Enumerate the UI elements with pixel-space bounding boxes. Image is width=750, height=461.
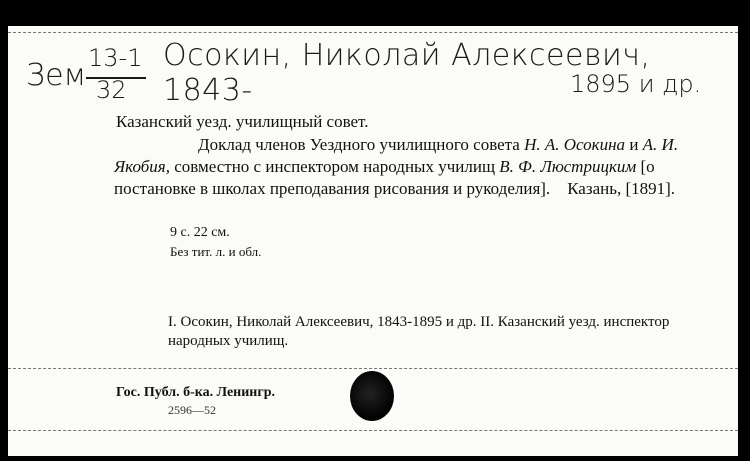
- body-and: и: [629, 135, 639, 154]
- author-3: В. Ф. Люстрицким: [499, 157, 637, 176]
- tracings: I. Осокин, Николай Алексеевич, 1843-1895 и др. II. Казанский уезд. инспектор народных училищ.: [168, 314, 670, 349]
- library-name: Гос. Публ. б-ка. Ленингр.: [116, 385, 276, 400]
- bottom-rule: [8, 430, 738, 431]
- author-2: А. И. Якобия,: [114, 135, 679, 176]
- pagination: 9 с. 22 см.: [170, 225, 230, 240]
- shelf-mark-prefix: Зем: [26, 58, 87, 93]
- handwritten-author-name: Осокин, Николай Алексеевич, 1843-: [163, 38, 651, 108]
- card-body: [114, 134, 694, 200]
- card-heading: Казанский уезд. училищный совет.: [116, 112, 369, 131]
- body-text-3: [о постановке в школах преподавания рисования и рукоделия].: [114, 157, 655, 198]
- top-rule: [8, 32, 738, 33]
- shelf-mark-denominator: 32: [96, 76, 127, 104]
- stock-number: 2596—52: [168, 403, 216, 417]
- lower-rule: [8, 368, 738, 369]
- author-1: Н. А. Осокина: [524, 135, 626, 154]
- shelf-mark-numerator: 13-1: [88, 44, 143, 72]
- handwritten-author-years: 1895 и др.: [570, 70, 702, 98]
- place-date: Казань, [1891].: [567, 179, 676, 198]
- punch-hole: [350, 371, 394, 421]
- physical-notes: Без тит. л. и обл.: [170, 244, 262, 259]
- body-text-2: совместно с инспектором народных училищ: [174, 157, 496, 176]
- body-text-1: Доклад членов Уездного училищного совета: [198, 135, 520, 154]
